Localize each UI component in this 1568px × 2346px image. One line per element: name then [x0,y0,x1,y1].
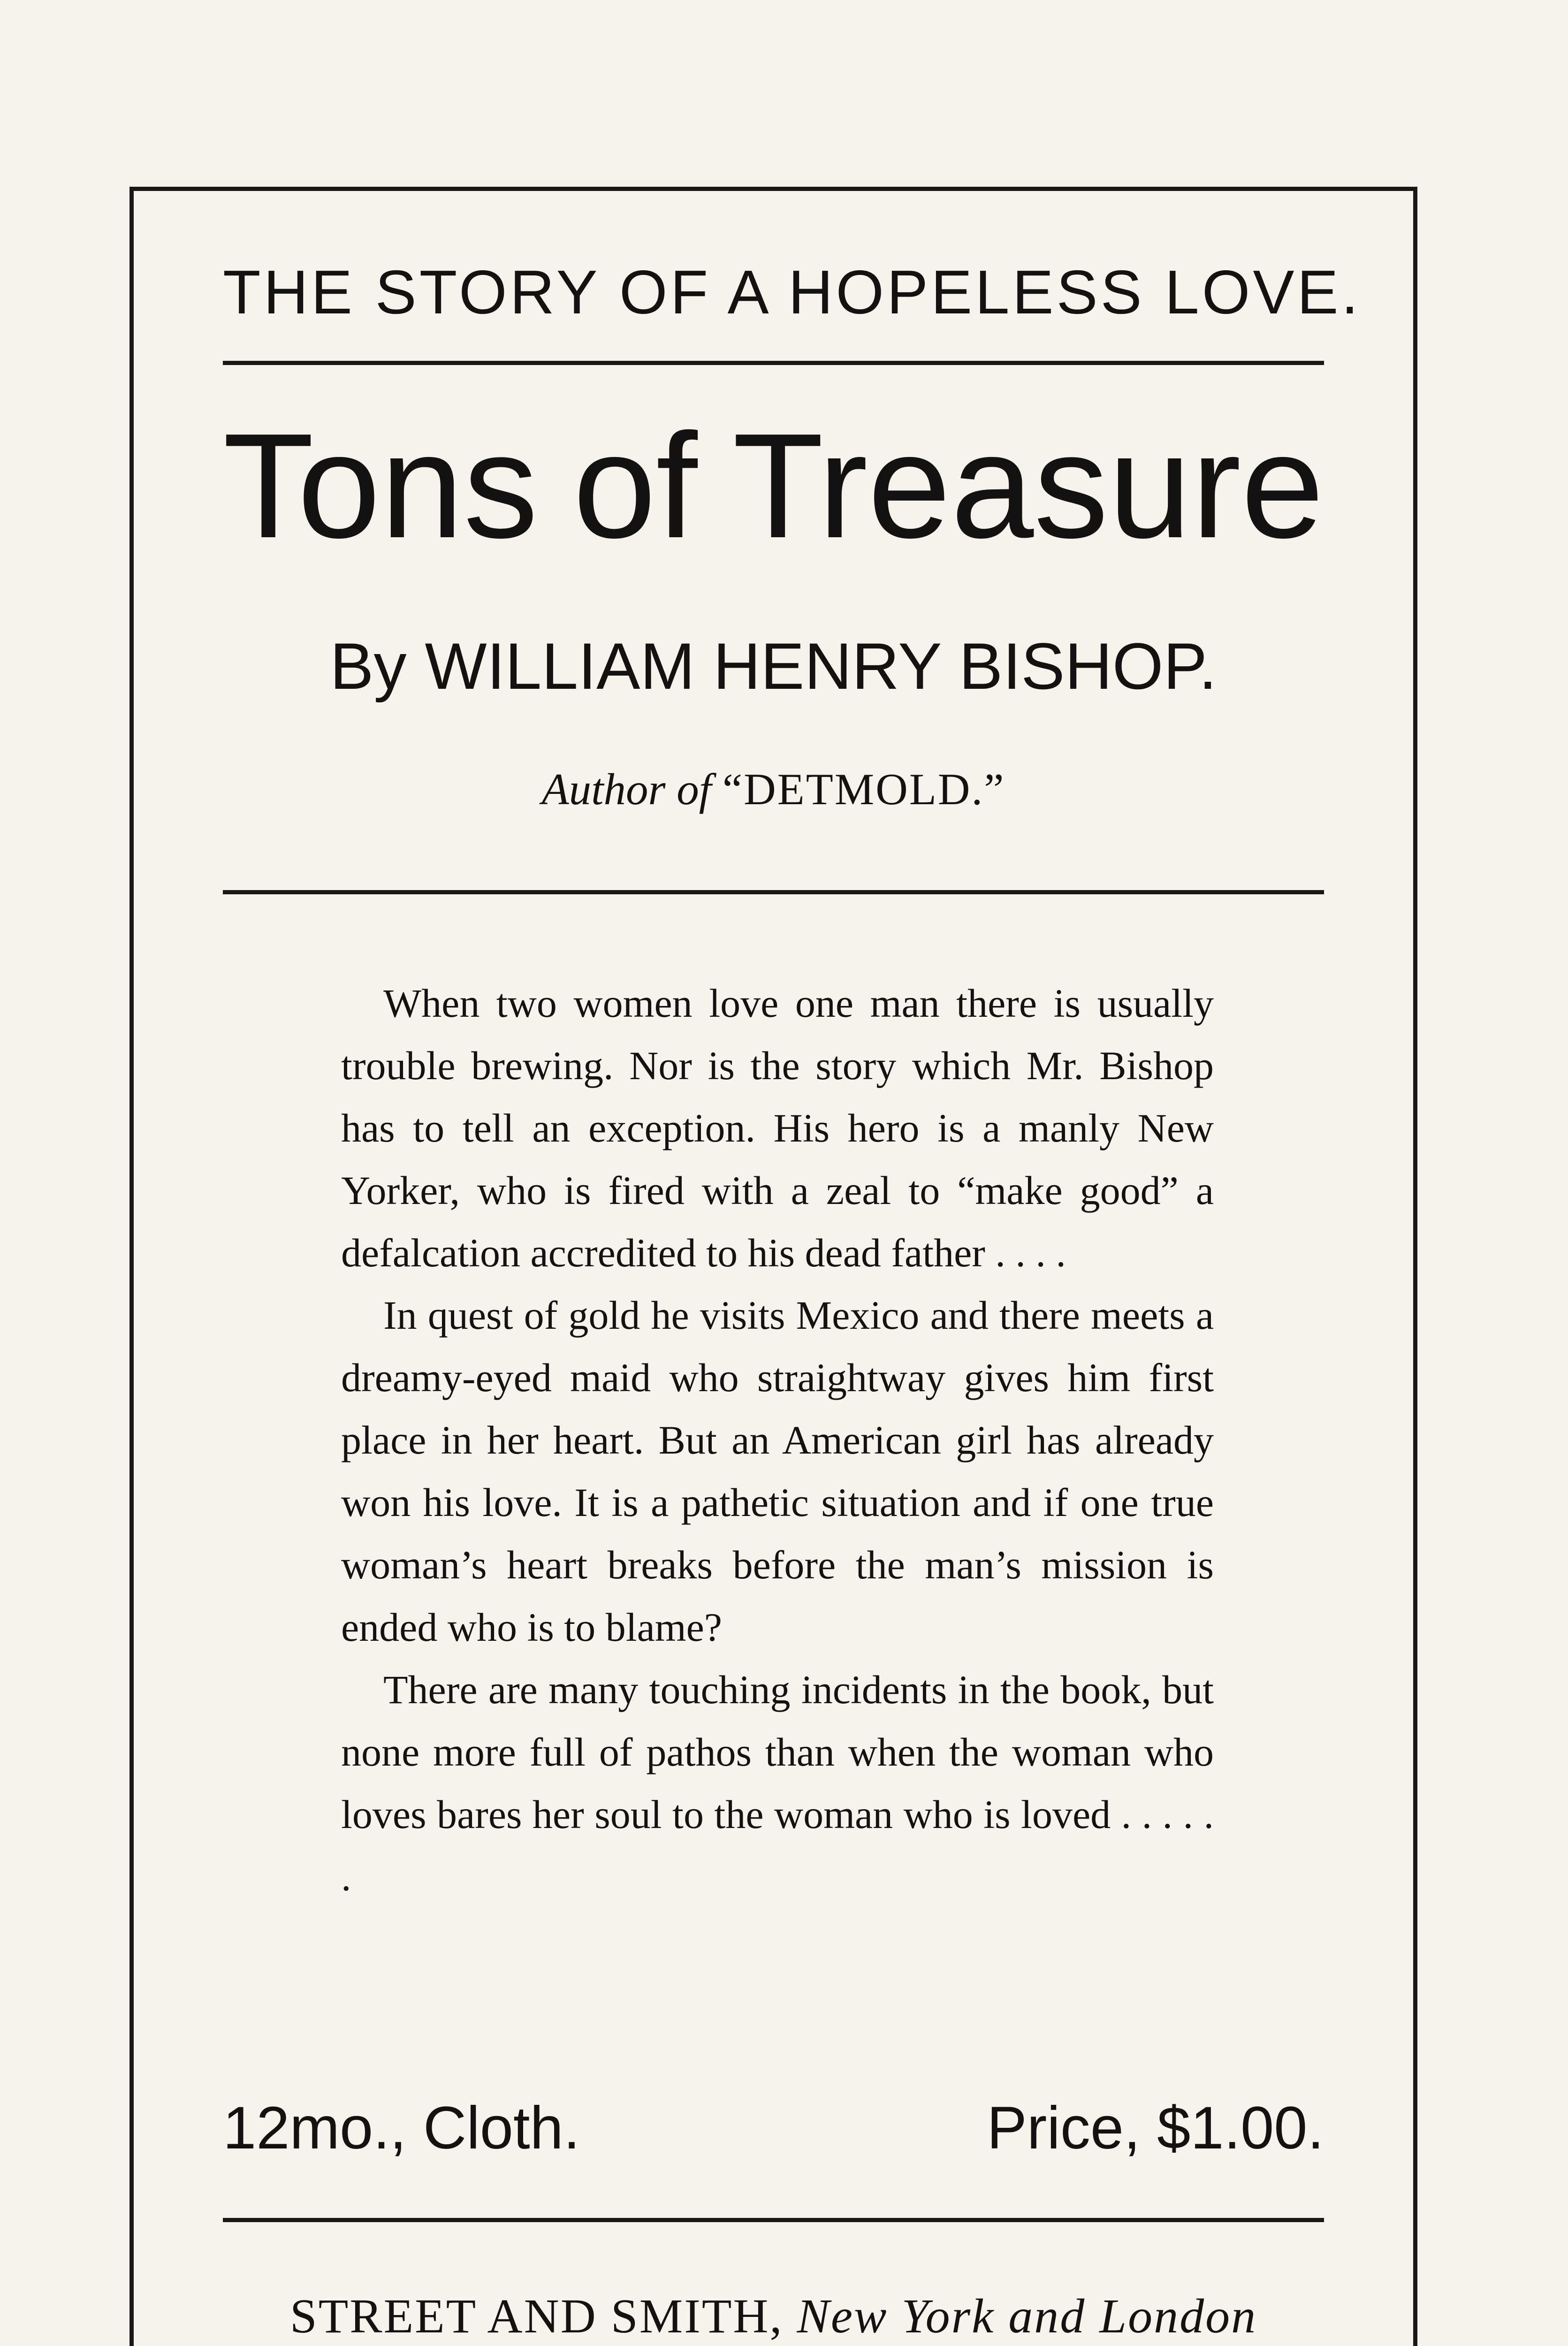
publisher-name: STREET AND SMITH, [289,2289,784,2343]
author-of-work: “DETMOLD.” [722,764,1005,814]
description-paragraph: There are many touching incidents in the book, but none more full of pathos than when the woman who loves bares her soul to the woman who is loved . . . . . . [341,1667,1214,1899]
divider-middle [223,890,1324,894]
format-label: 12mo., Cloth. [223,2095,580,2162]
title-word: of [573,403,698,569]
divider-top [223,361,1324,365]
kicker-heading: THE STORY OF A HOPELESS LOVE. [223,258,1362,327]
title-word: Treasure [732,403,1324,569]
title-word: Tons [223,403,538,569]
price-label: Price, $1.00. [987,2095,1324,2162]
publisher-line [223,2288,1324,2344]
description-text [341,972,1214,1908]
author-previous-work [223,763,1324,815]
format-price-row [223,2094,1324,2163]
divider-bottom [223,2218,1324,2222]
publisher-place: New York and London [797,2289,1257,2343]
advertisement-frame [129,187,1417,2346]
book-title [223,403,1324,569]
description-paragraph: When two women love one man there is usually trouble brewing. Nor is the story which Mr. Bishop has to tell an exception. His hero is a manly New Yorker, who is fired with a zeal to “make good” a defalcation accredited to his dead father . . . . [341,981,1214,1275]
author-of-prefix: Author of [541,764,712,814]
description-paragraph: In quest of gold he visits Mexico and there meets a dreamy-eyed maid who straightway gives him first place in her heart. But an American girl has already won his love. It is a pathetic situation and if one true woman’s heart breaks before the man’s mission is ended who is to blame? [341,1293,1214,1650]
author-byline: By WILLIAM HENRY BISHOP. [330,629,1217,703]
